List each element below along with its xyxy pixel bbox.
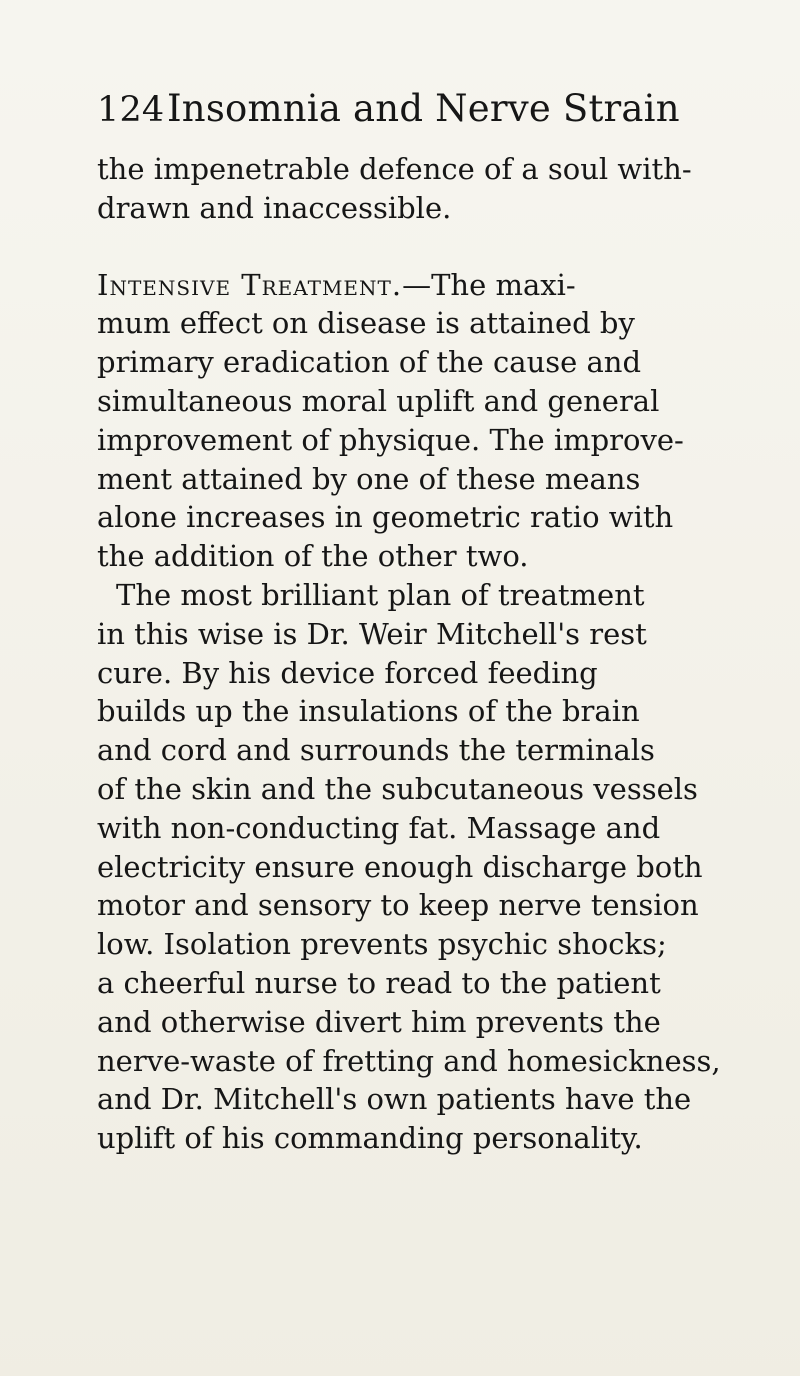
- page-header: [97, 84, 680, 134]
- text-line: nerve-waste of fretting and homesickness,: [97, 1043, 721, 1078]
- body-text: [97, 150, 727, 1158]
- text-line: The most brilliant plan of treatment: [116, 577, 645, 612]
- text-line: alone increases in geometric ratio with: [97, 500, 674, 535]
- running-title: Insomnia and Nerve Strain: [166, 87, 680, 130]
- text-line: and cord and surrounds the terminals: [97, 733, 655, 768]
- text-line: improvement of physique. The improve-: [97, 422, 684, 457]
- text-line: and Dr. Mitchell's own patients have the: [97, 1082, 692, 1117]
- text-line: electricity ensure enough discharge both: [97, 849, 703, 884]
- text-line: simultaneous moral uplift and general: [97, 383, 660, 418]
- paragraph-gap: [97, 228, 727, 266]
- text-line: and otherwise divert him prevents the: [97, 1004, 661, 1039]
- text-line: the impenetrable defence of a soul with-: [97, 152, 692, 186]
- text-line: of the skin and the subcutaneous vessels: [97, 771, 698, 806]
- page-number: 124: [97, 90, 165, 130]
- section-heading-continuation: —The maxi-: [402, 267, 576, 302]
- text-line: with non-conducting fat. Massage and: [97, 810, 661, 845]
- text-line: uplift of his commanding personality.: [97, 1121, 643, 1156]
- section-heading: Intensive Treatment.: [97, 267, 403, 302]
- text-line: mum effect on disease is attained by: [97, 306, 635, 341]
- text-line: in this wise is Dr. Weir Mitchell's rest: [97, 616, 647, 651]
- text-line: low. Isolation prevents psychic shocks;: [97, 927, 667, 962]
- text-line: cure. By his device forced feeding: [97, 655, 598, 690]
- text-line: builds up the insulations of the brain: [97, 694, 640, 729]
- text-line: ment attained by one of these means: [97, 461, 641, 496]
- section-start-line: [97, 266, 727, 305]
- text-line: the addition of the other two.: [97, 539, 529, 574]
- text-line: a cheerful nurse to read to the patient: [97, 965, 661, 1000]
- text-line: drawn and inaccessible.: [97, 190, 452, 225]
- text-line: primary eradication of the cause and: [97, 345, 642, 380]
- text-line: motor and sensory to keep nerve tension: [97, 888, 699, 923]
